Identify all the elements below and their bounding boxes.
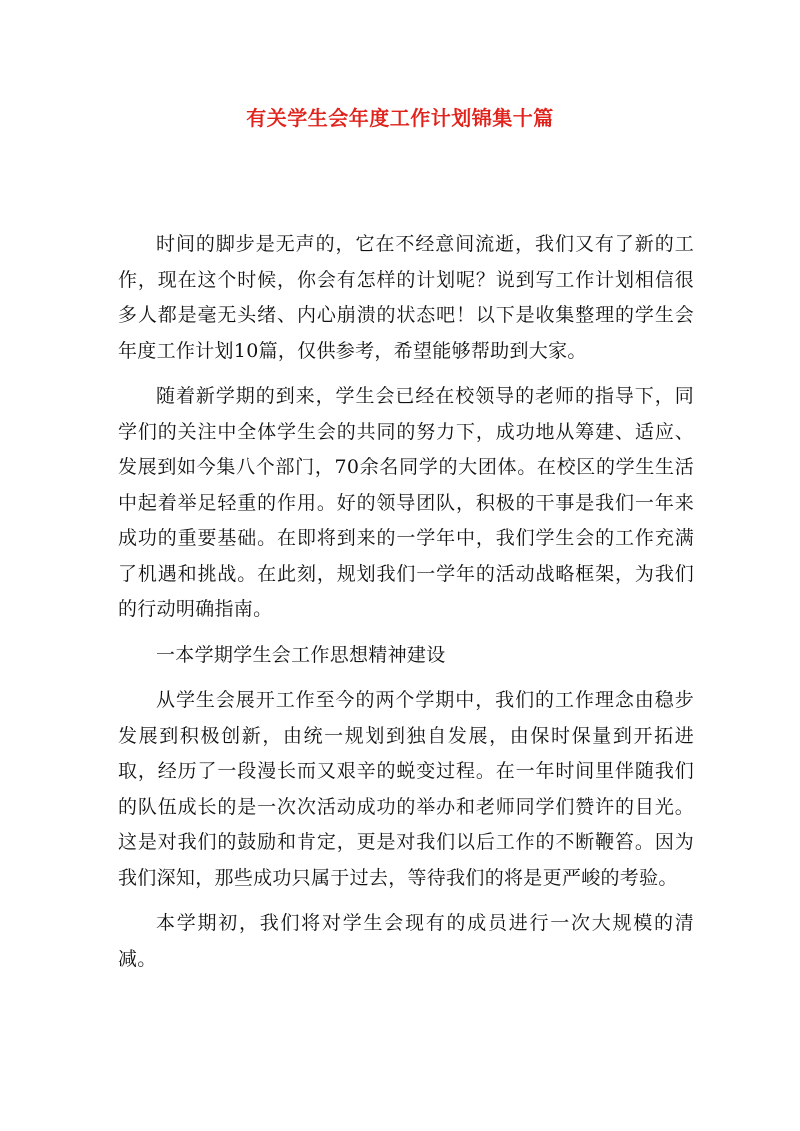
- paragraph-semester-start: 本学期初，我们将对学生会现有的成员进行一次大规模的清减。: [118, 912, 694, 970]
- paragraph-intro: 时间的脚步是无声的，它在不经意间流逝，我们又有了新的工作，现在这个时候，你会有怎样的计划呢？说到写工作计划相信很多人都是毫无头绪、内心崩溃的状态吧！以下是收集整理的学生会年度工作计划10篇，仅供参考，希望能够帮助到大家。: [118, 233, 694, 362]
- document-title: 有关学生会年度工作计划锦集十篇: [246, 106, 554, 130]
- section-heading: 一本学期学生会工作思想精神建设: [156, 643, 446, 666]
- paragraph-background: 随着新学期的到来，学生会已经在校领导的老师的指导下，同学们的关注中全体学生会的共同的努力下，成功地从筹建、适应、发展到如今集八个部门，70余名同学的大团体。在校区的学生生活中起着举足轻重的作用。好的领导团队，积极的干事是我们一年来成功的重要基础。在即将到来的一学年中，我们学生会的工作充满了机遇和挑战。在此刻，规划我们一学年的活动战略框架，为我们的行动明确指南。: [118, 385, 694, 620]
- paragraph-work-concept: 从学生会展开工作至今的两个学期中，我们的工作理念由稳步发展到积极创新，由统一规划到独自发展，由保时保量到开拓进取，经历了一段漫长而又艰辛的蜕变过程。在一年时间里伴随我们的队伍成长的是一次次活动成功的举办和老师同学们赞许的目光。这是对我们的鼓励和肯定，更是对我们以后工作的不断鞭笞。因为我们深知，那些成功只属于过去，等待我们的将是更严峻的考验。: [118, 689, 694, 889]
- document-body: [118, 227, 694, 987]
